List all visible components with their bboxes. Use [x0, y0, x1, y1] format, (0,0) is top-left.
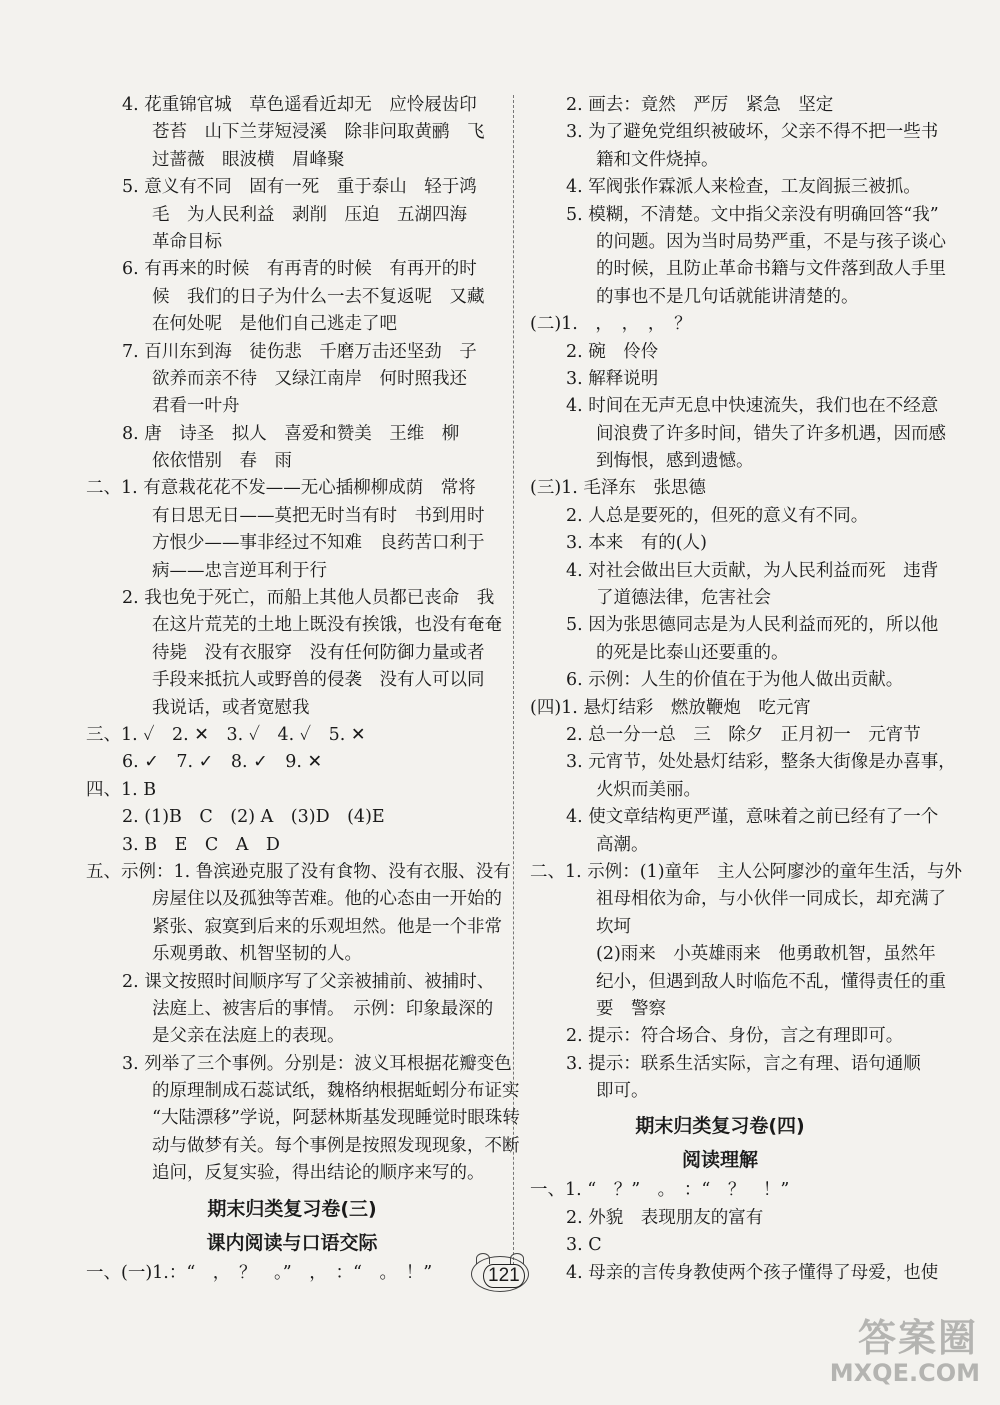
answer-line: 2. 我也免于死亡，而船上其他人员都已丧命 我 — [122, 588, 495, 609]
watermark-url: MXQE.COM — [829, 1359, 980, 1387]
answer-line: 欲养而亲不待 又绿江南岸 何时照我还 — [152, 368, 467, 389]
right-answer-list — [530, 92, 963, 1105]
answer-line: 苍苔 山下兰芽短浸溪 除非问取黄鹂 飞 — [152, 122, 485, 143]
answer-line: 在何处呢 是他们自己逃走了吧 — [152, 314, 397, 335]
answer-line: 3. B E C A D — [122, 834, 280, 855]
watermark — [796, 1307, 986, 1397]
answer-line: 4. 母亲的言传身教使两个孩子懂得了母爱，也使 — [566, 1262, 939, 1283]
answer-line: 一、(一)1.：“ ， ？ 。” ， ：“ 。 ！” — [86, 1262, 433, 1283]
answer-line: (四)1. 悬灯结彩 燃放鞭炮 吃元宵 — [530, 697, 811, 718]
answer-line: 籍和文件烧掉。 — [596, 149, 719, 170]
answer-line: 3. 提示：联系生活实际，言之有理、语句通顺 — [566, 1053, 921, 1074]
answer-line: 4. 时间在无声无息中快速流失，我们也在不经意 — [566, 396, 939, 417]
answer-line: 三、1. ✓ 2. ✕ 3. ✓ 4. ✓ 5. ✕ — [86, 724, 366, 745]
section-heading-4: 期末归类复习卷(四) — [635, 1115, 805, 1138]
answer-line: 我说话，或者宽慰我 — [152, 697, 310, 718]
answer-line: 方恨少——事非经过不知难 良药苦口利于 — [152, 533, 485, 554]
answer-line: 4. 使文章结构更严谨，意味着之前已经有了一个 — [566, 807, 939, 828]
answer-line: (2)雨来 小英雄雨来 他勇敢机智，虽然年 — [596, 944, 936, 965]
answer-line: 7. 百川东到海 徒伤悲 千磨万击还坚劲 子 — [122, 341, 477, 362]
answer-line: 2. 人总是要死的，但死的意义有不同。 — [566, 505, 869, 526]
left-answer-list — [86, 92, 520, 1188]
answer-line: 是父亲在法庭上的表现。 — [152, 1026, 345, 1047]
answer-line: 了道德法律，危害社会 — [596, 588, 771, 609]
answer-line: 四、1. B — [86, 779, 157, 800]
answer-line: 5. 因为张思德同志是为人民利益而死的，所以他 — [566, 615, 939, 636]
answer-line: 2. (1)B C (2) A (3)D (4)E — [122, 807, 385, 828]
answer-line: 过蔷薇 眼波横 眉峰聚 — [152, 149, 345, 170]
answer-line: 高潮。 — [596, 834, 649, 855]
answer-line: 即可。 — [596, 1081, 649, 1102]
answer-line: 依依惜别 春 雨 — [152, 451, 292, 472]
answer-line: 2. 提示：符合场合、身份，言之有理即可。 — [566, 1026, 904, 1047]
answer-line: 3. 解释说明 — [566, 368, 659, 389]
answer-line: 的时候，且防止革命书籍与文件落到敌人手里 — [596, 259, 946, 280]
answer-line: 火炽而美丽。 — [596, 779, 701, 800]
answer-line: 2. 碗 伶伶 — [566, 341, 659, 362]
answer-line: 3. 列举了三个事例。分别是：波义耳根据花瓣变色 — [122, 1053, 512, 1074]
answer-line: 房屋住以及孤独等苦难。他的心态由一开始的 — [152, 889, 502, 910]
page-number: 121 — [483, 1264, 525, 1288]
right-column — [530, 92, 963, 1287]
answer-line: 6. ✓ 7. ✓ 8. ✓ 9. ✕ — [122, 752, 323, 773]
answer-line: 病——忠言逆耳利于行 — [152, 560, 327, 581]
answer-line: 8. 唐 诗圣 拟人 喜爱和赞美 王维 柳 — [122, 423, 460, 444]
answer-line: 二、1. 示例：(1)童年 主人公阿廖沙的童年生活，与外 — [530, 861, 963, 882]
answer-line: 坎坷 — [596, 916, 631, 937]
answer-line: 二、1. 有意栽花花不发——无心插柳柳成荫 常将 — [86, 478, 476, 499]
section-subheading-4: 阅读理解 — [681, 1149, 758, 1172]
answer-line: 4. 军阀张作霖派人来检查，工友阎振三被抓。 — [566, 177, 921, 198]
answer-line: 5. 意义有不同 固有一死 重于泰山 轻于鸿 — [122, 177, 477, 198]
answer-line: 一、1. “ ？” 。 ：“ ？ ！” — [530, 1180, 790, 1201]
answer-line: 3. C — [566, 1235, 602, 1256]
answer-line: 6. 有再来的时候 有再青的时候 有再开的时 — [122, 259, 477, 280]
answer-line: 动与做梦有关。每个事例是按照发现现象，不断 — [152, 1135, 520, 1156]
answer-line: 纪小，但遇到敌人时临危不乱，懂得责任的重 — [596, 971, 946, 992]
answer-line: 的死是比泰山还要重的。 — [596, 642, 789, 663]
answer-line: 间浪费了许多时间，错失了许多机遇，因而感 — [596, 423, 946, 444]
section-heading-3: 期末归类复习卷(三) — [207, 1197, 377, 1220]
answer-line: 革命目标 — [152, 231, 222, 252]
answer-line: 2. 课文按照时间顺序写了父亲被捕前、被捕时、 — [122, 971, 495, 992]
answer-line: 的问题。因为当时局势严重，不是与孩子谈心 — [596, 231, 946, 252]
answer-line: 乐观勇敢、机智坚韧的人。 — [152, 944, 362, 965]
answer-line: 2. 总一分一总 三 除夕 正月初一 元宵节 — [566, 724, 921, 745]
answer-line: (三)1. 毛泽东 张思德 — [530, 478, 706, 499]
answer-line: 五、示例：1. 鲁滨逊克服了没有食物、没有衣服、没有 — [86, 861, 511, 882]
answer-line: 2. 外貌 表现朋友的富有 — [566, 1207, 764, 1228]
watermark-logo: 答案圈 — [857, 1316, 978, 1360]
answer-line: 3. 为了避免党组织被破坏，父亲不得不把一些书 — [566, 122, 939, 143]
answer-line: “大陆漂移”学说，阿瑟林斯基发现睡觉时眼珠转 — [152, 1108, 520, 1129]
answer-line: 君看一叶舟 — [152, 396, 240, 417]
answer-line: 的事也不是几句话就能讲清楚的。 — [596, 286, 859, 307]
section-subheading-3: 课内阅读与口语交际 — [206, 1231, 378, 1254]
answer-line: 4. 对社会做出巨大贡献，为人民利益而死 违背 — [566, 560, 939, 581]
page-number-badge — [455, 1256, 545, 1296]
answer-line: 在这片荒芜的土地上既没有挨饿，也没有奄奄 — [152, 615, 502, 636]
answer-line: 2. 画去：竟然 严厉 紧急 坚定 — [566, 95, 834, 115]
answer-line: 4. 花重锦官城 草色遥看近却无 应怜屐齿印 — [122, 95, 477, 115]
answer-line: 祖母相依为命，与小伙伴一同成长，却充满了 — [596, 889, 946, 910]
answer-line: 法庭上、被害后的事情。 示例：印象最深的 — [152, 998, 494, 1019]
answer-line: 5. 模糊，不清楚。文中指父亲没有明确回答“我” — [566, 204, 939, 225]
answer-line: 紧张、寂寞到后来的乐观坦然。他是一个非常 — [152, 916, 502, 937]
answer-line: 6. 示例：人生的价值在于为他人做出贡献。 — [566, 670, 904, 691]
answer-line: 到悔恨，感到遗憾。 — [596, 451, 754, 472]
answer-line: 要 警察 — [596, 998, 666, 1019]
answer-line: 追问，反复实验，得出结论的顺序来写的。 — [152, 1163, 485, 1184]
answer-line: 3. 元宵节，处处悬灯结彩，整条大街像是办喜事， — [566, 752, 956, 773]
answer-line: 3. 本来 有的(人) — [566, 533, 707, 554]
answer-line: 候 我们的日子为什么一去不复返呢 又藏 — [152, 286, 485, 307]
answer-line: 待毙 没有衣服穿 没有任何防御力量或者 — [152, 642, 485, 663]
answer-line: 毛 为人民利益 剥削 压迫 五湖四海 — [152, 204, 467, 225]
answer-line: (二)1. ， ， ， ？ — [530, 314, 692, 335]
answer-line: 有日思无日——莫把无时当有时 书到用时 — [152, 505, 485, 526]
answer-line: 的原理制成石蕊试纸，魏格纳根据蚯蚓分布证实 — [152, 1081, 520, 1102]
right-tail-list — [530, 1177, 939, 1287]
answer-line: 手段来抵抗人或野兽的侵袭 没有人可以同 — [152, 670, 485, 691]
